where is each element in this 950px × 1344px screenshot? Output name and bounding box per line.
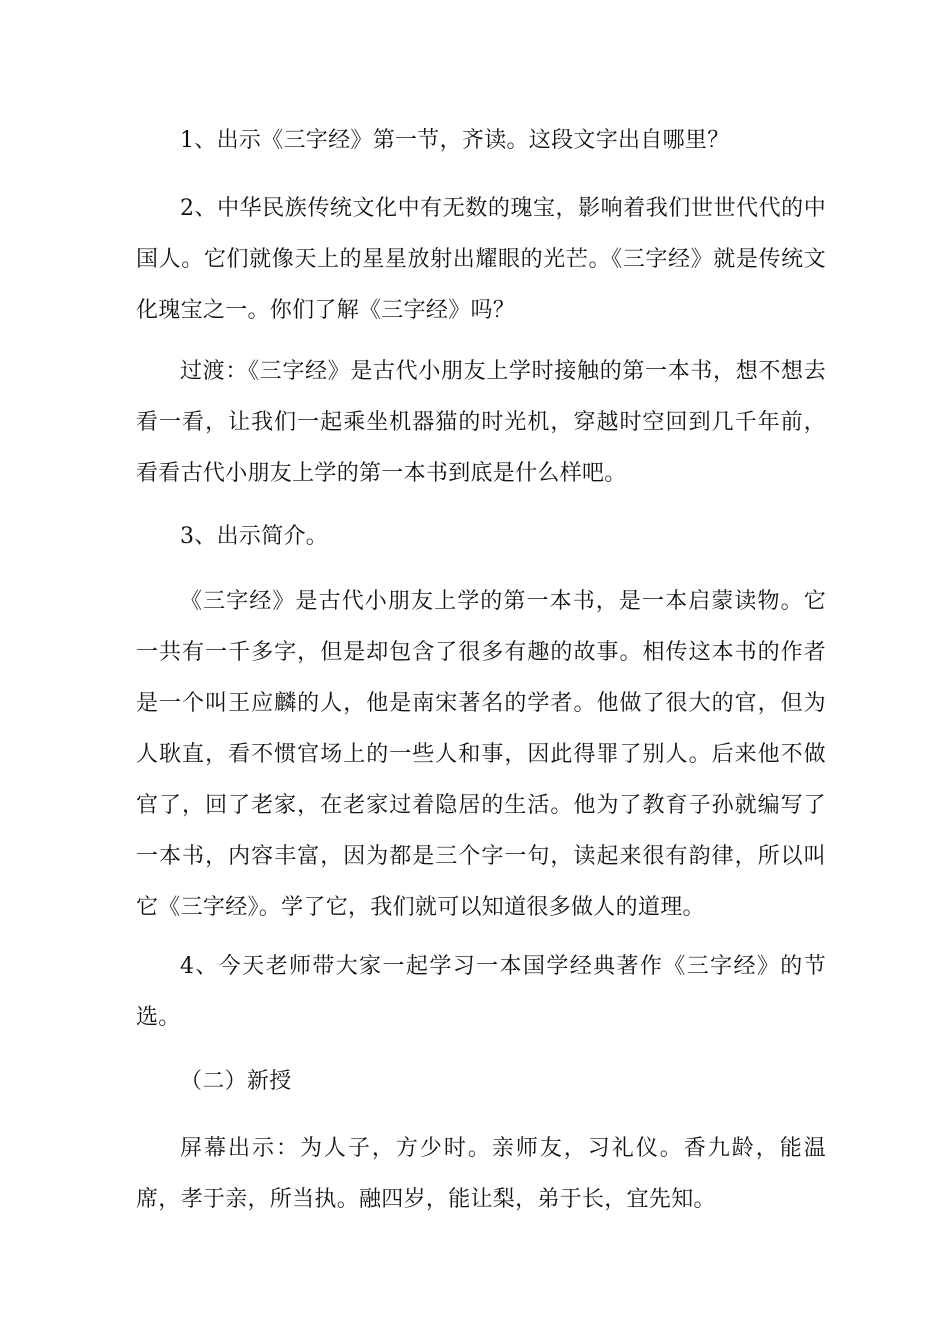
section-heading-new-lesson: （二）新授 [180,1069,292,1094]
paragraph-4: 4、今天老师带大家一起学习一本国学经典著作《三字经》的节选。 [136,954,826,1030]
paragraph-1: 1、出示《三字经》第一节，齐读。这段文字出自哪里？ [180,128,730,153]
paragraph-introduction: 《三字经》是古代小朋友上学的第一本书，是一本启蒙读物。它一共有一千多字，但是却包含了很多有趣的故事。相传这本书的作者是一个叫王应麟的人，他是南宋著名的学者。他做了很大的官，但为人耿直，看不惯官场上的一些人和事，因此得罪了别人。后来他不做官了，回了老家，在老家过着隐居的生活。他为了教育子孙就编写了一本书，内容丰富，因为都是三个字一句，读起来很有韵律，所以叫它《三字经》。学了它，我们就可以知道很多做人的道理。 [136,589,826,920]
paragraph-transition: 过渡：《三字经》是古代小朋友上学时接触的第一本书，想不想去看一看，让我们一起乘坐机器猫的时光机，穿越时空回到几千年前，看看古代小朋友上学的第一本书到底是什么样吧。 [136,359,826,486]
paragraph-2: 2、中华民族传统文化中有无数的瑰宝，影响着我们世世代代的中国人。它们就像天上的星星放射出耀眼的光芒。《三字经》就是传统文化瑰宝之一。你们了解《三字经》吗？ [136,196,826,323]
paragraph-screen-display: 屏幕出示：为人子，方少时。亲师友，习礼仪。香九龄，能温席，孝于亲，所当执。融四岁，能让梨，弟于长，宜先知。 [136,1136,826,1212]
paragraph-3: 3、出示简介。 [180,524,329,549]
